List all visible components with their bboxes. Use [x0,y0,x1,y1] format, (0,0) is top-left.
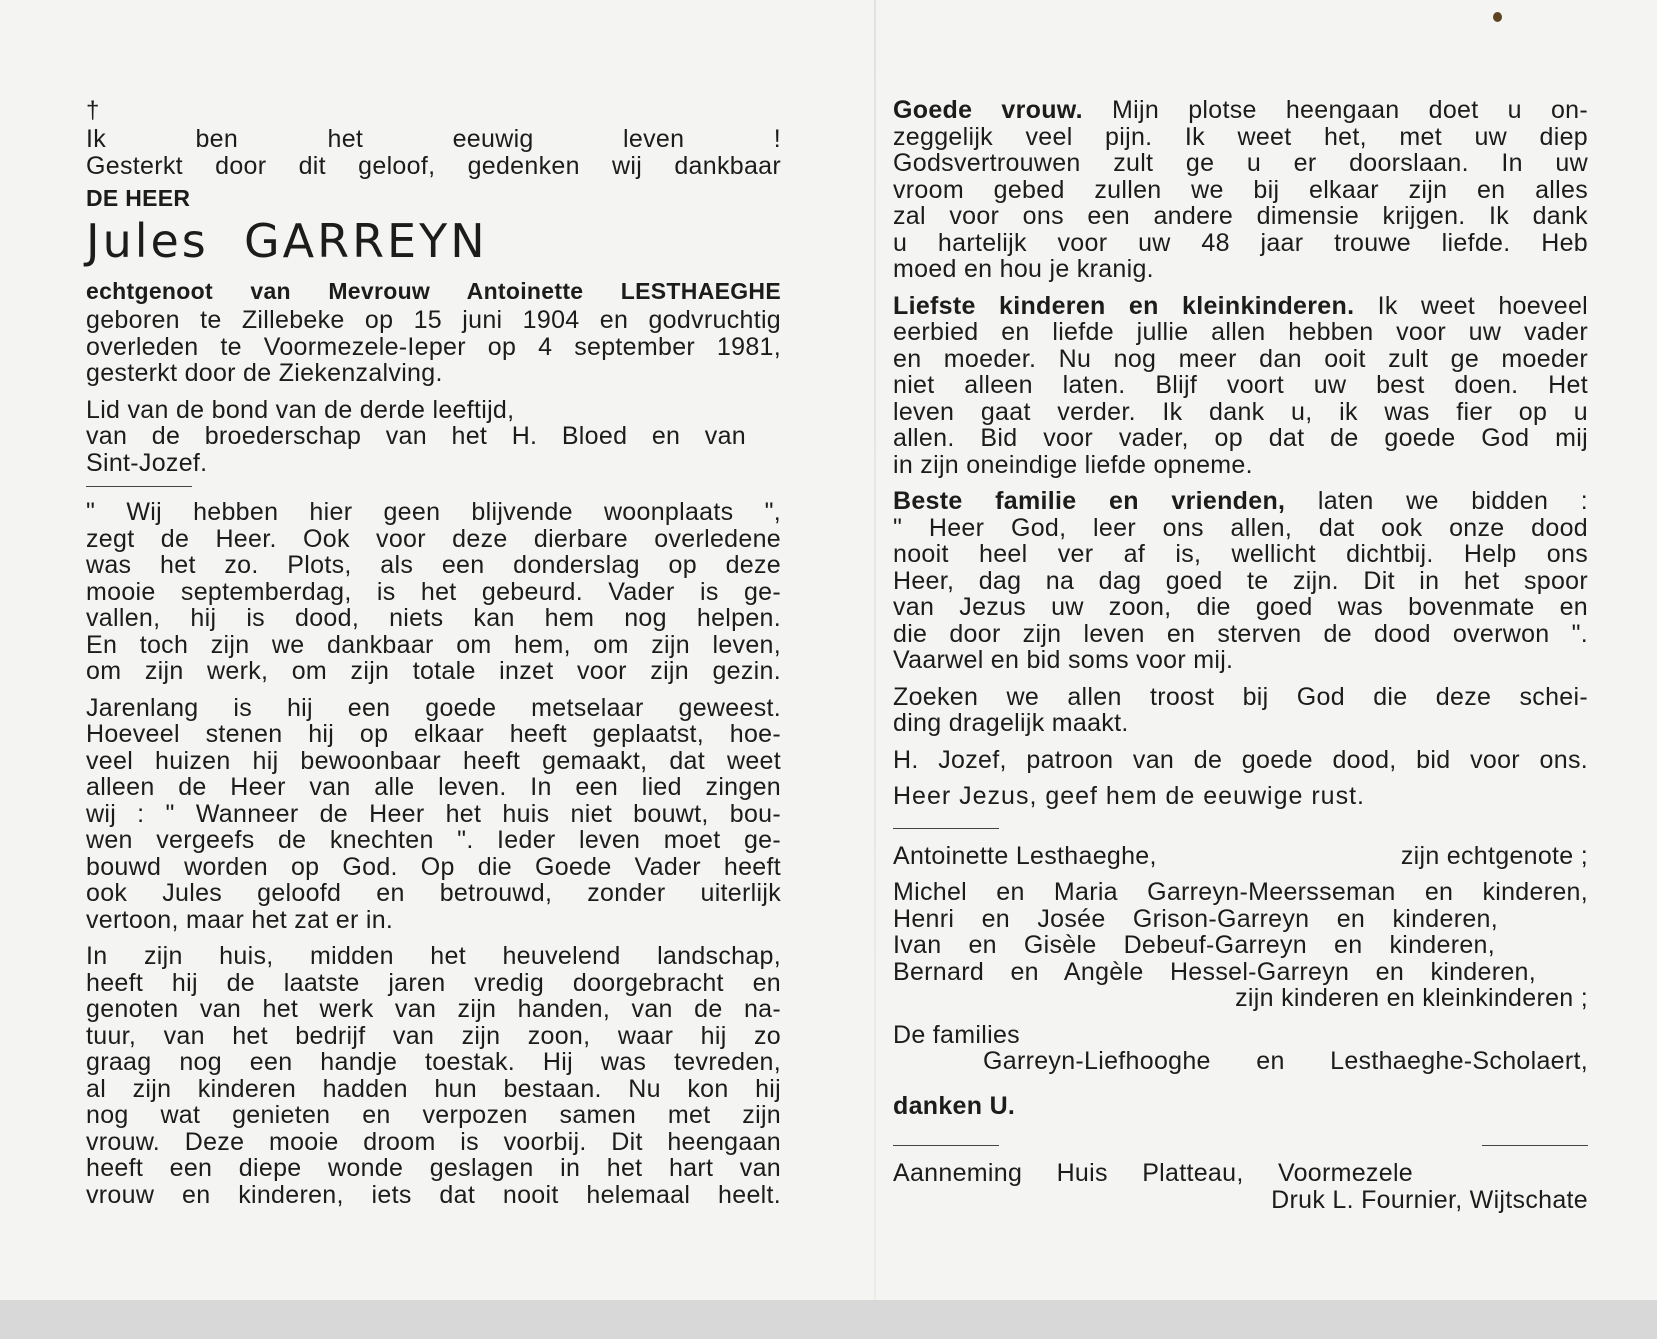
cross-symbol: † [86,97,100,124]
intro-line-2: Gesterkt door dit geloof, gedenken wij dankbaar [86,151,781,180]
text-line: Beste familie en vrienden, laten we bidden : [893,487,1588,515]
list-item: Michel en Maria Garreyn-Meersseman en kinderen, [893,878,1588,906]
text-line: vertoon, maar het zat er in. [86,905,394,934]
text-line: van Jezus uw zoon, die goed was bovenmate en [893,593,1588,621]
widow-line [893,843,1588,870]
text-line: vrouw. Deze mooie droom is voorbij. Dit heengaan [86,1127,781,1156]
undertaker-line: Aanneming Huis Platteau, Voormezele [893,1159,1413,1187]
text-line: al zijn kinderen hadden hun bestaan. Nu kon hij [86,1074,781,1103]
text-line: zal voor ons een andere dimensie krijgen. Ik dank [893,202,1588,230]
families-label: De families [893,1020,1020,1049]
text-line: Hoeveel stenen hij op elkaar heeft geplaatst, hoe- [86,720,781,748]
text-line: graag nog een handje toestak. Hij was tevreden, [86,1048,781,1076]
paragraph-1 [86,499,781,685]
message-family [893,488,1588,674]
text-line: zeggelijk veel pijn. Ik weet het, met uw diep [893,122,1588,151]
text-line: alleen de Heer van alle leven. In een lied zingen [86,773,781,801]
text-line: moed en hou je kranig. [893,255,1154,283]
spouse-line: echtgenoot van Mevrouw Antoinette LESTHAEGHE [86,278,781,304]
card-fold [874,0,876,1300]
text-line: heeft een diepe wonde geslagen in het hart van [86,1154,781,1182]
text-line: u hartelijk voor uw 48 jaar trouwe liefde. Heb [893,228,1588,257]
text-line: was het zo. Plots, als een donderslag op deze [86,551,781,579]
text-line: Liefste kinderen en kleinkinderen. Ik weet hoeveel [893,291,1589,320]
divider-rule [893,1145,999,1146]
printer-line: Druk L. Fournier, Wijtschate [1271,1185,1588,1214]
text-line: en moeder. Nu nog meer dan ooit zult ge moeder [893,344,1588,373]
deceased-name: Jules GARREYN [86,214,488,268]
text-line: ding dragelijk maakt. [893,709,1129,737]
list-item: Henri en Josée Grison-Garreyn en kinderen, [893,904,1498,933]
text-line: nog wat genieten en verpozen samen met zijn [86,1101,781,1129]
widow-name: Antoinette Lesthaeghe, [893,841,1157,870]
text-line: niet alleen laten. Blijf voort uw best doen. Het [893,371,1588,399]
text-line: nooit heel ver af is, wellicht dichtbij. Help ons [893,540,1588,568]
message-wife [893,97,1588,283]
families-names: Garreyn-Liefhooghe en Lesthaeghe-Scholaert, [983,1047,1588,1075]
text-line: ook Jules geloofd en betrouwd, zonder uiterlijk [86,879,781,907]
widow-role: zijn echtgenote ; [1400,841,1588,870]
children-list [893,879,1588,1012]
children-lead: Liefste kinderen en kleinkinderen. [893,291,1355,320]
text-line: eerbied en liefde jullie allen hebben voor uw vader [893,318,1588,346]
divider-rule [86,486,192,487]
text-line: Sint-Jozef. [86,448,208,477]
text-line: om zijn werk, om zijn totale inzet voor zijn gezin. [86,657,781,685]
text-line: in zijn oneindige liefde opneme. [893,450,1253,479]
prayer-line-1: H. Jozef, patroon van de goede dood, bid voor ons. [893,745,1588,774]
text-line: Godsvertrouwen zult ge u er doorslaan. In uw [893,149,1588,177]
text-line: veel huizen hij bewoonbaar heeft gemaakt, dat weet [86,746,781,775]
text-line: Vaarwel en bid soms voor mij. [893,646,1234,674]
birth-death-text [86,307,781,387]
paragraph-2 [86,695,781,934]
text-line: Heer, dag na dag goed te zijn. Dit in het spoor [893,566,1588,595]
text-line: Jarenlang is hij een goede metselaar geweest. [86,693,781,722]
text-line: tuur, van het bedrijf van zijn zoon, waar hij zo [86,1021,781,1050]
text-line: " Wij hebben hier geen blijvende woonplaats ", [86,498,781,526]
text-line: wen vergeefs de knechten ". Ieder leven moet ge- [86,826,781,854]
text-line: " Heer God, leer ons allen, dat ook onze dood [893,513,1588,542]
text-line: genoten van het werk van zijn handen, van de na- [86,995,781,1023]
text-line: die door zijn leven en sterven de dood overwon ". [893,619,1588,648]
text-line: heeft hij de laatste jaren vredig doorgebracht en [86,968,781,997]
intro-line-1: Ik ben het eeuwig leven ! [86,125,781,153]
left-column [86,98,781,1208]
divider-rule [893,828,999,829]
text-line: zegt de Heer. Ook voor deze dierbare overledene [86,524,781,553]
comfort-text [893,684,1588,737]
thanks-line: danken U. [893,1091,1016,1120]
text-line: bouwd worden op God. Op die Goede Vader heeft [86,852,781,881]
list-item: Ivan en Gisèle Debeuf-Garreyn en kinderen, [893,931,1495,959]
text-line: gesterkt door de Ziekenzalving. [86,359,443,387]
list-item: Bernard en Angèle Hessel-Garreyn en kinderen, [893,957,1536,986]
prayer-line-2: Heer Jezus, geef hem de eeuwige rust. [893,782,1365,810]
text-line: leven gaat verder. Ik dank u, ik was fier op u [893,397,1588,426]
text-line: geboren te Zillebeke op 15 juni 1904 en godvruchtig [86,306,781,334]
message-children [893,293,1588,479]
text-line: wij : " Wanneer de Heer het huis niet bouwt, bou- [86,799,781,828]
text-line: van de broederschap van het H. Bloed en van [86,422,746,450]
text-line: vallen, hij is dood, niets kan hem nog helpen. [86,604,781,632]
text-line: En toch zijn we dankbaar om hem, om zijn leven, [86,630,781,659]
divider-rule [1482,1145,1588,1146]
ink-stain [1493,12,1502,22]
children-role: zijn kinderen en kleinkinderen ; [1235,984,1588,1012]
text-line: Lid van de bond van de derde leeftijd, [86,395,515,424]
paragraph-3 [86,943,781,1208]
text-line: In zijn huis, midden het heuvelend landschap, [86,942,781,970]
family-lead: Beste familie en vrienden, [893,487,1286,515]
right-column [893,97,1588,1213]
text-line: allen. Bid voor vader, op dat de goede God mij [893,424,1588,452]
text-line: vrouw en kinderen, iets dat nooit helemaal heelt. [86,1180,781,1209]
text-line: overleden te Voormezele-Ieper op 4 september 1981, [86,332,781,361]
honorific: DE HEER [86,185,191,211]
text-line: Zoeken we allen troost bij God die deze schei- [893,682,1588,711]
text-line: mooie septemberdag, is het gebeurd. Vader is ge- [86,577,781,606]
text-line: Goede vrouw. Mijn plotse heengaan doet u on- [893,96,1588,124]
divider-rules [893,1145,1588,1146]
wife-lead: Goede vrouw. [893,96,1083,124]
text-line: vroom gebed zullen we bij elkaar zijn en alles [893,175,1588,204]
membership-text [86,397,781,477]
